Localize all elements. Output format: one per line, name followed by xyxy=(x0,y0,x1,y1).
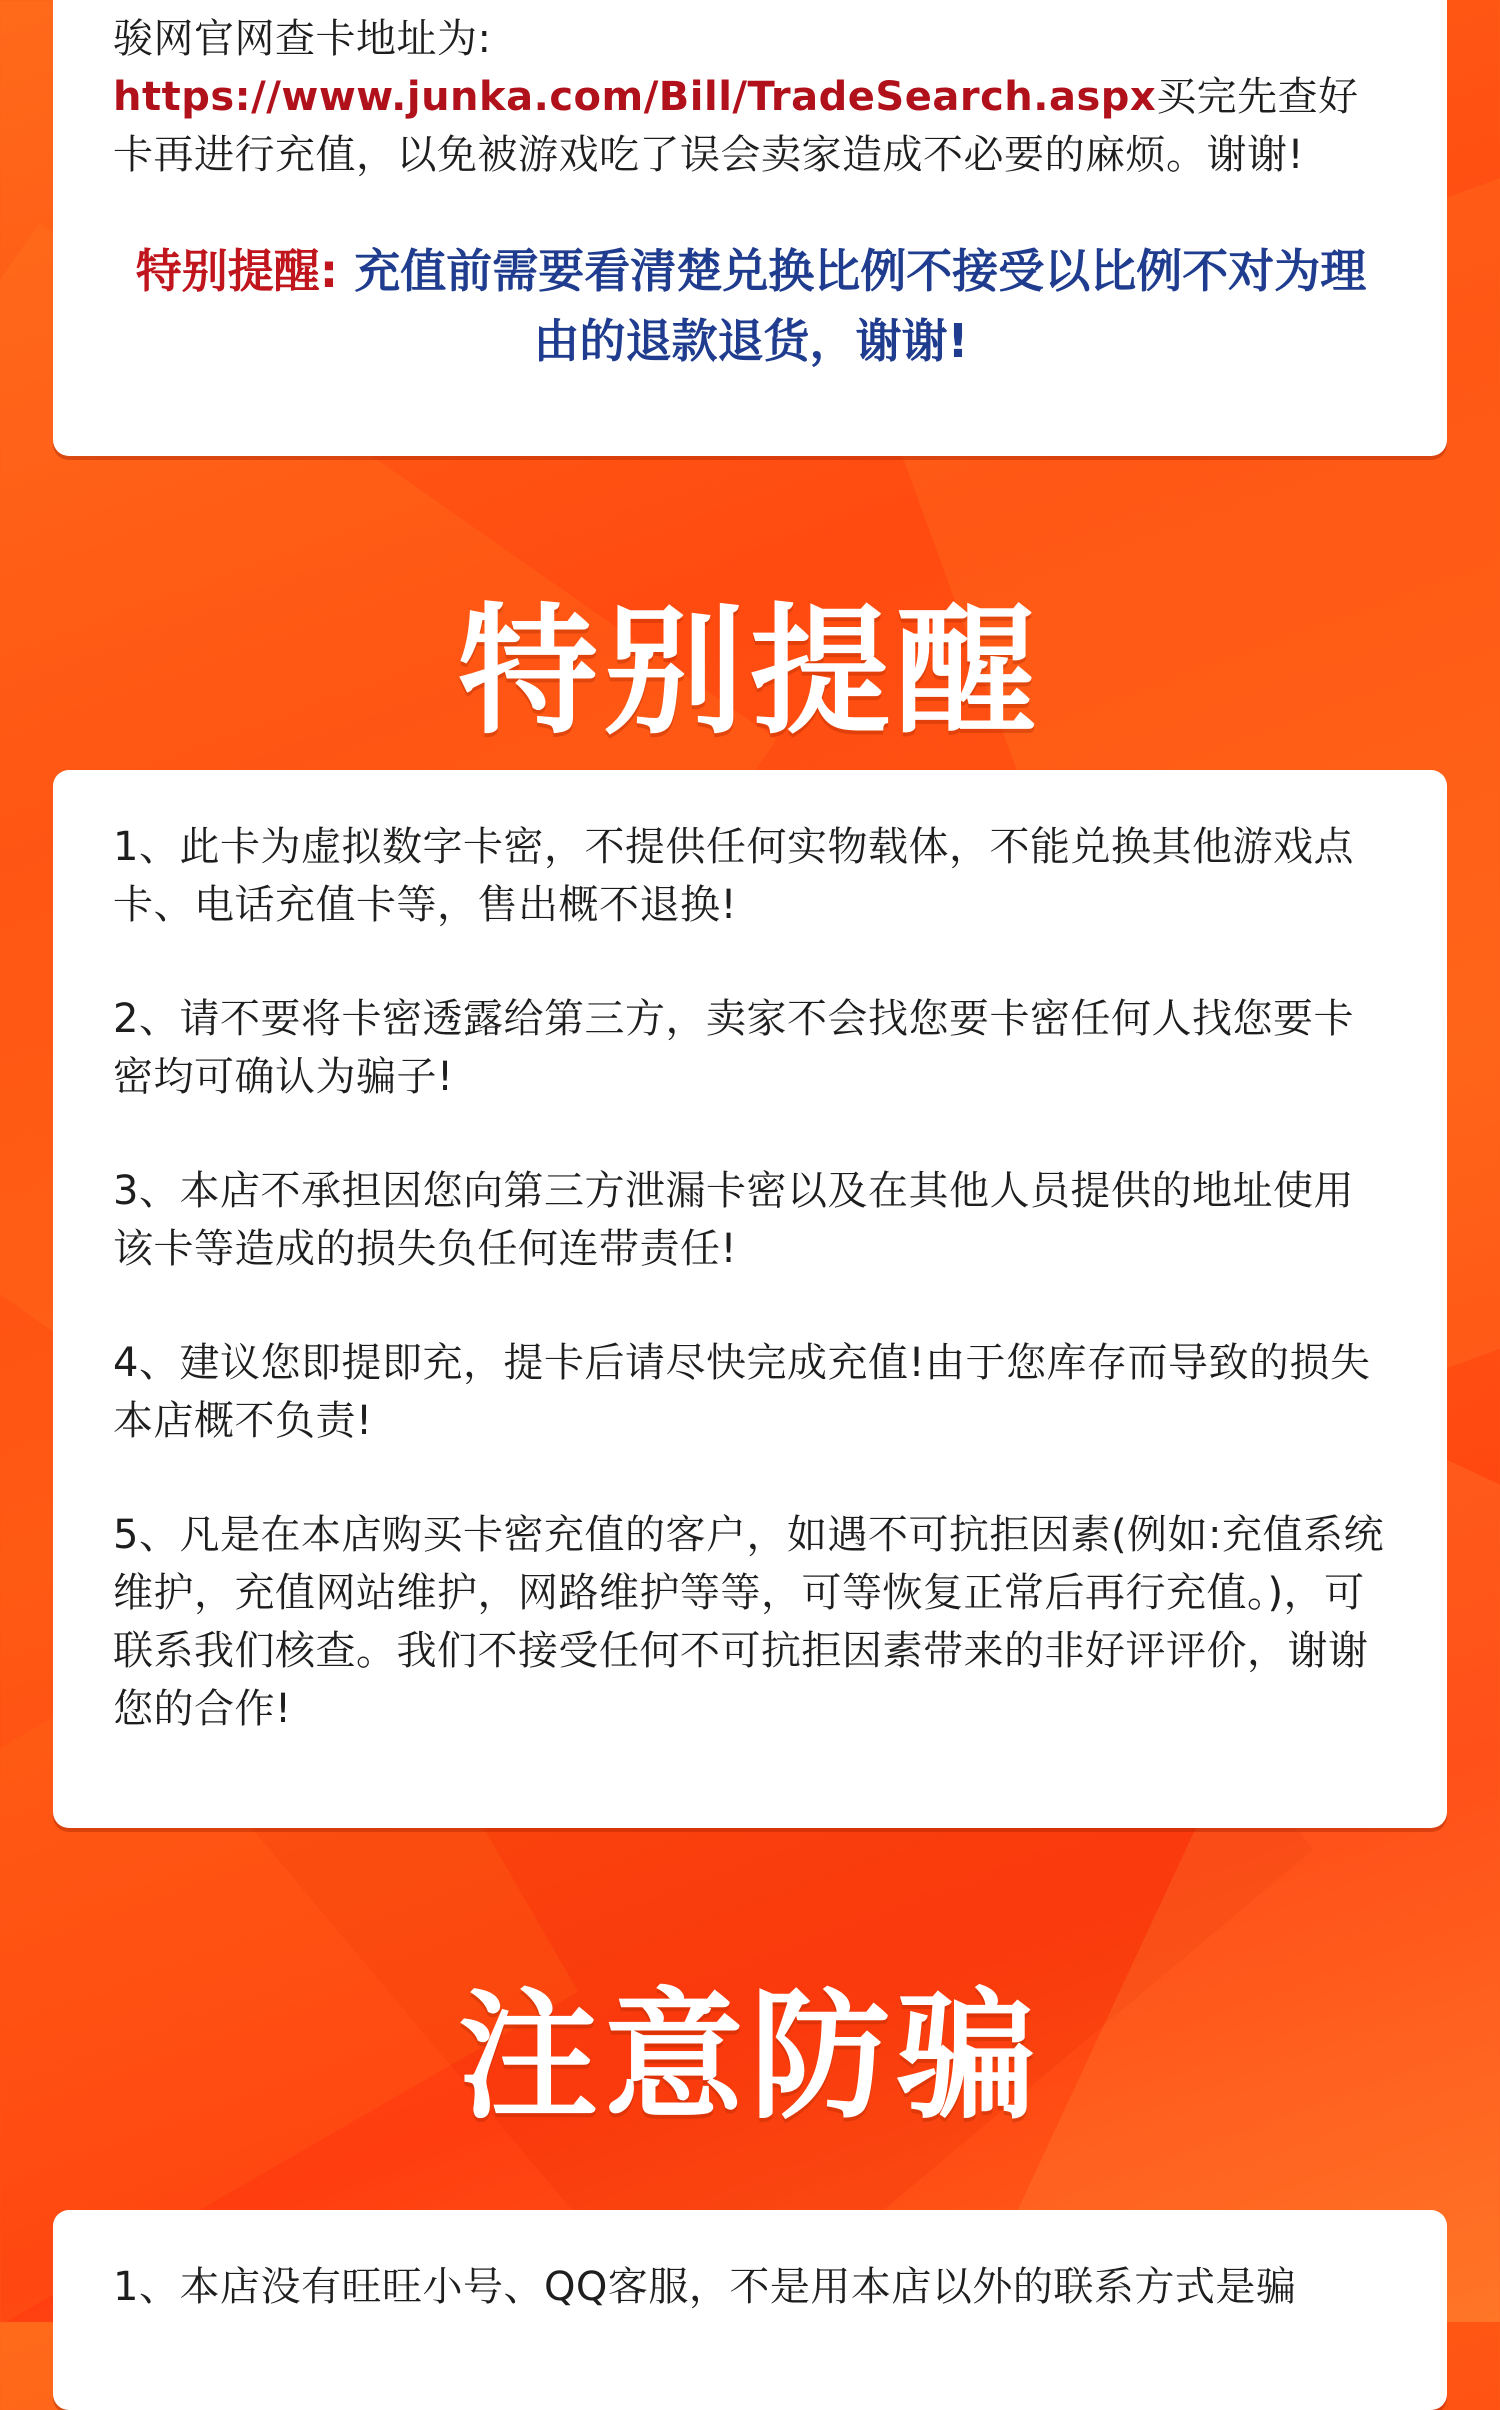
card-lookup-notice xyxy=(53,0,1447,456)
reminder-item: 4、建议您即提即充，提卡后请尽快完成充值!由于您库存而导致的损失本店概不负责! xyxy=(113,1340,1371,1444)
reminder-item: 5、凡是在本店购买卡密充值的客户，如遇不可抗拒因素(例如:充值系统维护，充值网站维护，网路维护等等，可等恢复正常后再行充值。)，可联系我们核查。我们不接受任何不可抗拒因素带来的非好评评价，谢谢您的合作! xyxy=(113,1512,1385,1732)
card-lookup-prefix: 骏网官网查卡地址为: xyxy=(113,16,492,62)
junka-trade-search-link[interactable]: https://www.junka.com/Bill/TradeSearch.aspx xyxy=(113,74,1157,120)
alert-text: 充值前需要看清楚兑换比例不接受以比例不对为理由的退款退货，谢谢! xyxy=(354,244,1367,368)
reminder-item: 1、此卡为虚拟数字卡密，不提供任何实物载体，不能兑换其他游戏点卡、电话充值卡等，售出概不退换! xyxy=(113,824,1354,928)
section-title-reminder: 特别提醒 xyxy=(457,591,1042,754)
card-lookup-suffix: 买完先查好卡再进行充值，以免被游戏吃了误会卖家造成不必要的麻烦。谢谢! xyxy=(113,74,1359,178)
card-lookup-text xyxy=(113,10,1389,184)
reminder-item: 2、请不要将卡密透露给第三方，卖家不会找您要卡密任何人找您要卡密均可确认为骗子! xyxy=(113,996,1354,1100)
alert-lead: 特别提醒: xyxy=(135,244,339,298)
fraud-card xyxy=(53,2210,1447,2410)
exchange-ratio-alert xyxy=(113,236,1389,376)
section-title-fraud: 注意防骗 xyxy=(457,1976,1042,2139)
fraud-item: 1、本店没有旺旺小号、QQ客服，不是用本店以外的联系方式是骗 xyxy=(113,2264,1297,2310)
reminder-item: 3、本店不承担因您向第三方泄漏卡密以及在其他人员提供的地址使用该卡等造成的损失负任何连带责任! xyxy=(113,1168,1354,1272)
reminder-card xyxy=(53,770,1447,1828)
